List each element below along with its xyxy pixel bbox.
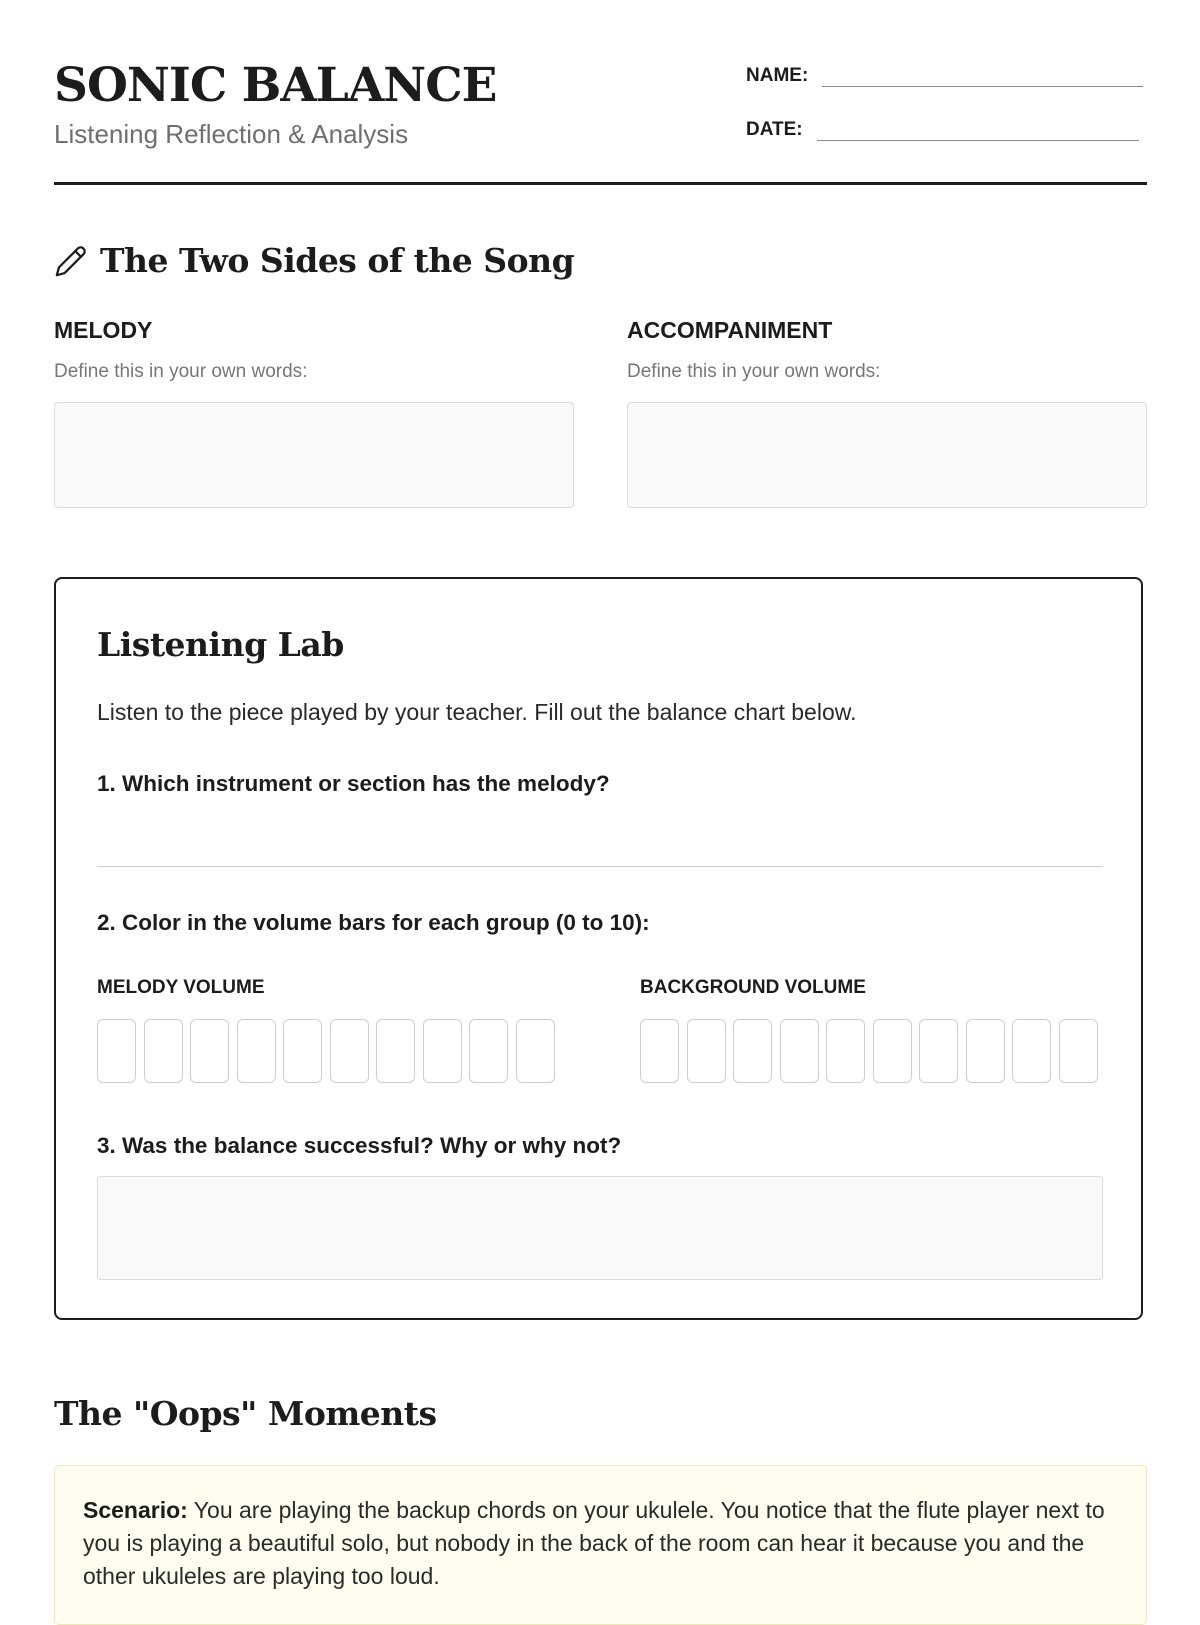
background-volume-bar-1[interactable] [640, 1019, 679, 1083]
background-volume-bar-3[interactable] [733, 1019, 772, 1083]
melody-volume-bar-10[interactable] [516, 1019, 555, 1083]
section-definitions-title [54, 241, 574, 281]
background-volume-group [640, 977, 1098, 1083]
accompaniment-definition [627, 316, 1147, 508]
melody-definition [54, 316, 574, 508]
background-volume-bar-5[interactable] [826, 1019, 865, 1083]
pencil-icon [54, 244, 88, 278]
accompaniment-heading: ACCOMPANIMENT [627, 317, 833, 343]
scenario-label: Scenario: [83, 1497, 188, 1523]
background-volume-bar-10[interactable] [1059, 1019, 1098, 1083]
melody-heading: MELODY [54, 317, 153, 343]
melody-volume-bar-8[interactable] [423, 1019, 462, 1083]
background-volume-label: BACKGROUND VOLUME [640, 977, 866, 998]
background-volume-bar-4[interactable] [780, 1019, 819, 1083]
question-2: 2. Color in the volume bars for each group (0 to 10): [97, 910, 650, 935]
date-field[interactable] [746, 116, 1139, 141]
melody-volume-bar-9[interactable] [469, 1019, 508, 1083]
melody-volume-label: MELODY VOLUME [97, 977, 265, 998]
question-1: 1. Which instrument or section has the melody? [97, 771, 610, 796]
melody-volume-group [97, 977, 555, 1083]
question-3-answer-box[interactable] [97, 1176, 1103, 1280]
background-volume-bar-9[interactable] [1012, 1019, 1051, 1083]
background-volume-bars [640, 1019, 1098, 1083]
melody-answer-box[interactable] [54, 402, 574, 508]
scenario-text: You are playing the backup chords on your ukulele. You notice that the flute player next to you is playing a beautiful solo, but nobody in the back of the room can hear it because you and the other ukuleles are playing too loud. [83, 1497, 1105, 1589]
melody-volume-bar-1[interactable] [97, 1019, 136, 1083]
background-volume-bar-7[interactable] [919, 1019, 958, 1083]
date-label: DATE: [746, 119, 803, 140]
listening-lab-card [54, 577, 1143, 1320]
date-input-line[interactable] [817, 116, 1139, 141]
melody-volume-bar-2[interactable] [144, 1019, 183, 1083]
melody-hint: Define this in your own words: [54, 361, 308, 382]
accompaniment-hint: Define this in your own words: [627, 361, 881, 382]
background-volume-bar-2[interactable] [687, 1019, 726, 1083]
question-1-answer-line[interactable] [97, 866, 1103, 867]
page-subtitle: Listening Reflection & Analysis [54, 119, 409, 149]
listening-lab-title: Listening Lab [97, 625, 344, 664]
melody-volume-bar-3[interactable] [190, 1019, 229, 1083]
scenario-box [54, 1465, 1147, 1625]
section-definitions-title-text: The Two Sides of the Song [100, 241, 575, 280]
melody-volume-bar-7[interactable] [376, 1019, 415, 1083]
melody-volume-bar-6[interactable] [330, 1019, 369, 1083]
question-3: 3. Was the balance successful? Why or why not? [97, 1133, 622, 1158]
accompaniment-answer-box[interactable] [627, 402, 1147, 508]
background-volume-bar-8[interactable] [966, 1019, 1005, 1083]
melody-volume-bars [97, 1019, 555, 1083]
background-volume-bar-6[interactable] [873, 1019, 912, 1083]
melody-volume-bar-5[interactable] [283, 1019, 322, 1083]
oops-section-title: The "Oops" Moments [54, 1394, 437, 1433]
melody-volume-bar-4[interactable] [237, 1019, 276, 1083]
header [54, 58, 1147, 185]
page-title: SONIC BALANCE [54, 58, 497, 113]
name-input-line[interactable] [822, 62, 1143, 87]
name-label: NAME: [746, 65, 809, 86]
listening-lab-instructions: Listen to the piece played by your teacher. Fill out the balance chart below. [97, 699, 857, 725]
name-field[interactable] [746, 62, 1143, 87]
